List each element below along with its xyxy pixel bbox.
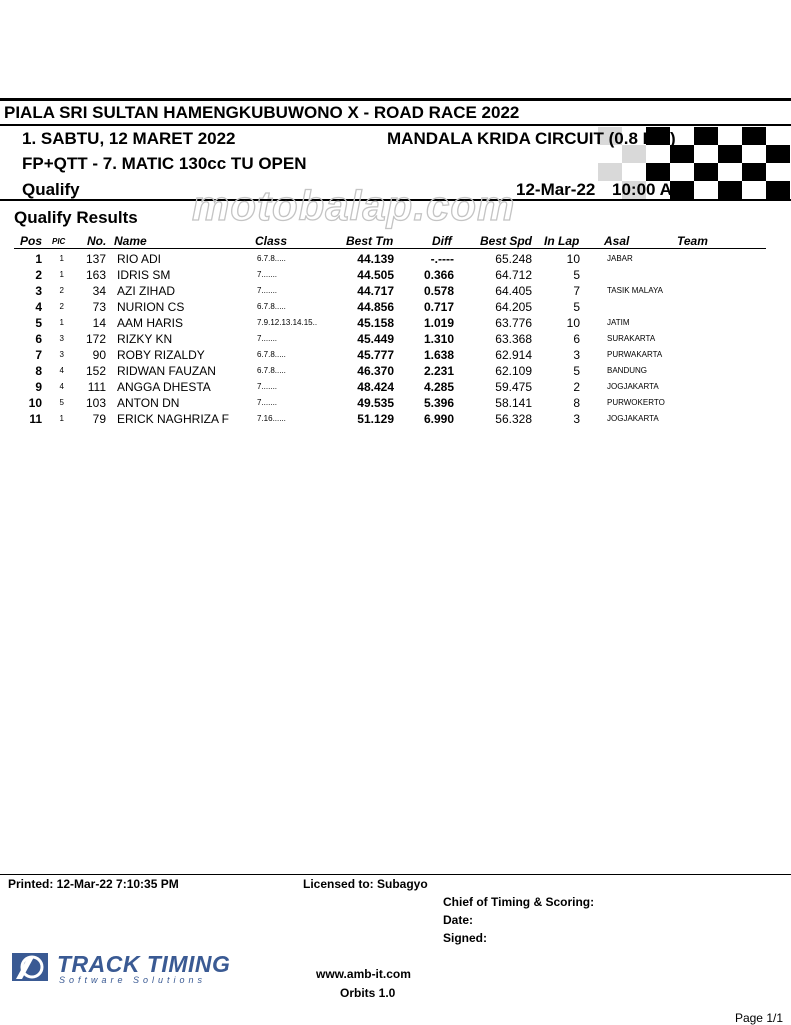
cell-pos: 4: [35, 300, 42, 314]
flag-cell: [598, 163, 622, 181]
software-version: Orbits 1.0: [340, 986, 396, 1000]
flag-cell: [718, 145, 742, 163]
cell-asal: SURAKARTA: [607, 334, 656, 343]
table-row: [0, 395, 791, 411]
flag-cell: [718, 127, 742, 145]
cell-spd: 63.368: [495, 332, 532, 346]
cell-class: 7.9.12.13.14.15..: [257, 318, 318, 327]
cell-asal: JATIM: [607, 318, 630, 327]
cell-name: ANGGA DHESTA: [117, 380, 211, 394]
cell-no: 34: [92, 284, 106, 298]
cell-spd: 56.328: [495, 412, 532, 426]
table-header-rule: [14, 248, 766, 249]
table-row: [0, 411, 791, 427]
flag-cell: [670, 163, 694, 181]
flag-cell: [766, 127, 790, 145]
cell-pos: 6: [35, 332, 42, 346]
cell-no: 79: [92, 412, 106, 426]
cell-asal: PURWOKERTO: [607, 398, 665, 407]
date-label: Date:: [443, 913, 474, 927]
cell-no: 73: [92, 300, 106, 314]
cell-pic: 4: [59, 382, 64, 391]
cell-best: 44.139: [357, 252, 394, 266]
flag-cell: [694, 145, 718, 163]
cell-diff: 2.231: [423, 364, 454, 378]
cell-pic: 1: [59, 254, 64, 263]
col-header-class: Class: [255, 234, 288, 248]
flag-cell: [694, 127, 718, 145]
race-day: 1. SABTU, 12 MARET 2022: [22, 129, 236, 148]
cell-lap: 6: [573, 332, 580, 346]
cell-lap: 5: [573, 364, 580, 378]
watermark: motobalap.com: [192, 182, 516, 229]
signed-label: Signed:: [443, 931, 487, 945]
header-top-rule: [0, 98, 791, 101]
cell-diff: 0.717: [423, 300, 454, 314]
cell-diff: 4.285: [423, 380, 454, 394]
cell-pos: 7: [35, 348, 42, 362]
cell-class: 7.......: [257, 270, 278, 279]
cell-diff: -.----: [430, 252, 454, 266]
table-row: [0, 379, 791, 395]
cell-pos: 10: [28, 396, 42, 410]
section-title: Qualify Results: [14, 208, 138, 227]
cell-pic: 1: [59, 318, 64, 327]
website-link[interactable]: www.amb-it.com: [316, 967, 411, 981]
cell-spd: 58.141: [495, 396, 532, 410]
cell-asal: JOGJAKARTA: [607, 382, 659, 391]
cell-asal: TASIK MALAYA: [607, 286, 664, 295]
flag-cell: [766, 163, 790, 181]
table-row: [0, 347, 791, 363]
cell-no: 152: [85, 364, 106, 378]
flag-cell: [718, 163, 742, 181]
cell-diff: 5.396: [423, 396, 454, 410]
cell-pos: 3: [35, 284, 42, 298]
cell-pic: 3: [59, 350, 64, 359]
cell-class: 7.......: [257, 286, 278, 295]
cell-pos: 11: [29, 412, 42, 426]
cell-best: 48.424: [357, 380, 394, 394]
flag-cell: [694, 163, 718, 181]
flag-cell: [622, 163, 646, 181]
cell-no: 90: [92, 348, 106, 362]
table-row: [0, 283, 791, 299]
cell-lap: 5: [573, 268, 580, 282]
cell-class: 6.7.8.....: [257, 366, 286, 375]
flag-cell: [742, 127, 766, 145]
col-header-name: Name: [114, 234, 147, 248]
cell-name: ANTON DN: [117, 396, 180, 410]
flag-cell: [718, 181, 742, 199]
flag-cell: [742, 145, 766, 163]
cell-pic: 1: [59, 414, 64, 423]
cell-class: 7.......: [257, 334, 278, 343]
cell-name: RIZKY KN: [117, 332, 173, 346]
table-row: [0, 363, 791, 379]
flag-cell: [742, 181, 766, 199]
cell-spd: 64.205: [495, 300, 532, 314]
col-header-in-lap: In Lap: [544, 234, 580, 248]
logo-wordmark: TRACK TIMING: [57, 951, 231, 977]
cell-pic: 4: [59, 366, 64, 375]
cell-best: 45.449: [357, 332, 394, 346]
cell-best: 49.535: [357, 396, 394, 410]
cell-diff: 1.310: [423, 332, 454, 346]
cell-pic: 2: [59, 302, 64, 311]
chief-of-timing-label: Chief of Timing & Scoring:: [443, 895, 595, 909]
table-row: [0, 251, 791, 267]
header-mid-rule: [0, 124, 791, 126]
cell-diff: 0.366: [423, 268, 454, 282]
flag-cell: [766, 181, 790, 199]
cell-lap: 3: [573, 412, 580, 426]
cell-best: 44.856: [357, 300, 394, 314]
cell-pic: 1: [59, 270, 64, 279]
cell-diff: 1.638: [423, 348, 454, 362]
col-header-best-spd: Best Spd: [480, 234, 533, 248]
cell-best: 44.505: [357, 268, 394, 282]
cell-best: 45.777: [357, 348, 394, 362]
cell-pic: 2: [59, 286, 64, 295]
cell-name: RIO ADI: [117, 252, 162, 266]
cell-class: 6.7.8.....: [257, 302, 286, 311]
table-row: [0, 267, 791, 283]
cell-lap: 7: [573, 284, 580, 298]
cell-pos: 8: [35, 364, 42, 378]
cell-class: 7.16......: [257, 414, 286, 423]
cell-lap: 2: [573, 380, 580, 394]
col-header-diff: Diff: [432, 234, 452, 248]
cell-pos: 9: [35, 380, 42, 394]
cell-no: 137: [85, 252, 106, 266]
logo-tagline: Software Solutions: [59, 975, 207, 985]
cell-best: 51.129: [357, 412, 394, 426]
flag-cell: [766, 145, 790, 163]
flag-cell: [742, 163, 766, 181]
cell-name: ERICK NAGHRIZA F: [117, 412, 230, 426]
cell-spd: 64.405: [495, 284, 532, 298]
cell-asal: JABAR: [607, 254, 633, 263]
event-title: PIALA SRI SULTAN HAMENGKUBUWONO X - ROAD RACE 2022: [4, 103, 520, 122]
cell-lap: 3: [573, 348, 580, 362]
cell-spd: 65.248: [495, 252, 532, 266]
printed-timestamp: Printed: 12-Mar-22 7:10:35 PM: [8, 877, 179, 891]
session-date: 12-Mar-22: [516, 180, 596, 199]
cell-spd: 62.109: [495, 364, 532, 378]
cell-name: AZI ZIHAD: [117, 284, 176, 298]
cell-diff: 0.578: [423, 284, 454, 298]
cell-name: ROBY RIZALDY: [117, 348, 205, 362]
col-header-pos: Pos: [20, 234, 43, 248]
cell-no: 103: [85, 396, 106, 410]
cell-lap: 8: [573, 396, 580, 410]
cell-no: 111: [87, 380, 106, 394]
cell-name: AAM HARIS: [117, 316, 184, 330]
table-row: [0, 331, 791, 347]
cell-no: 172: [85, 332, 106, 346]
cell-no: 14: [92, 316, 106, 330]
cell-asal: JOGJAKARTA: [607, 414, 659, 423]
cell-class: 6.7.8.....: [257, 350, 286, 359]
cell-no: 163: [85, 268, 106, 282]
cell-name: NURION CS: [117, 300, 185, 314]
circuit-name: MANDALA KRIDA CIRCUIT (0.8 Km): [387, 129, 676, 148]
cell-name: IDRIS SM: [117, 268, 171, 282]
cell-asal: BANDUNG: [607, 366, 648, 375]
race-class: FP+QTT - 7. MATIC 130cc TU OPEN: [22, 154, 307, 173]
cell-diff: 1.019: [423, 316, 454, 330]
cell-best: 46.370: [357, 364, 394, 378]
cell-pic: 3: [59, 334, 64, 343]
page-number: Page 1/1: [734, 1011, 783, 1025]
col-header-best-tm: Best Tm: [346, 234, 394, 248]
cell-diff: 6.990: [423, 412, 454, 426]
col-header-no: No.: [87, 234, 107, 248]
cell-class: 6.7.8.....: [257, 254, 286, 263]
table-row: [0, 299, 791, 315]
cell-spd: 63.776: [495, 316, 532, 330]
cell-spd: 59.475: [495, 380, 532, 394]
cell-lap: 5: [573, 300, 580, 314]
col-header-pic: PIC: [52, 237, 66, 246]
session-time: 10:00 AM: [612, 180, 687, 199]
col-header-asal: Asal: [604, 234, 630, 248]
table-row: [0, 315, 791, 331]
session-name: Qualify: [22, 180, 80, 199]
cell-spd: 64.712: [495, 268, 532, 282]
cell-best: 45.158: [357, 316, 394, 330]
cell-class: 7.......: [257, 382, 278, 391]
cell-pic: 5: [59, 398, 64, 407]
cell-name: RIDWAN FAUZAN: [117, 364, 216, 378]
cell-pos: 1: [35, 252, 42, 266]
track-timing-logo-icon: [12, 951, 52, 983]
cell-pos: 5: [35, 316, 42, 330]
footer-rule: [0, 874, 791, 875]
cell-pos: 2: [35, 268, 42, 282]
license-info: Licensed to: Subagyo: [303, 877, 428, 891]
cell-lap: 10: [566, 316, 580, 330]
flag-cell: [646, 163, 670, 181]
cell-spd: 62.914: [495, 348, 532, 362]
cell-best: 44.717: [357, 284, 394, 298]
cell-lap: 10: [566, 252, 580, 266]
cell-asal: PURWAKARTA: [607, 350, 663, 359]
cell-class: 7.......: [257, 398, 278, 407]
col-header-team: Team: [677, 234, 708, 248]
flag-cell: [694, 181, 718, 199]
